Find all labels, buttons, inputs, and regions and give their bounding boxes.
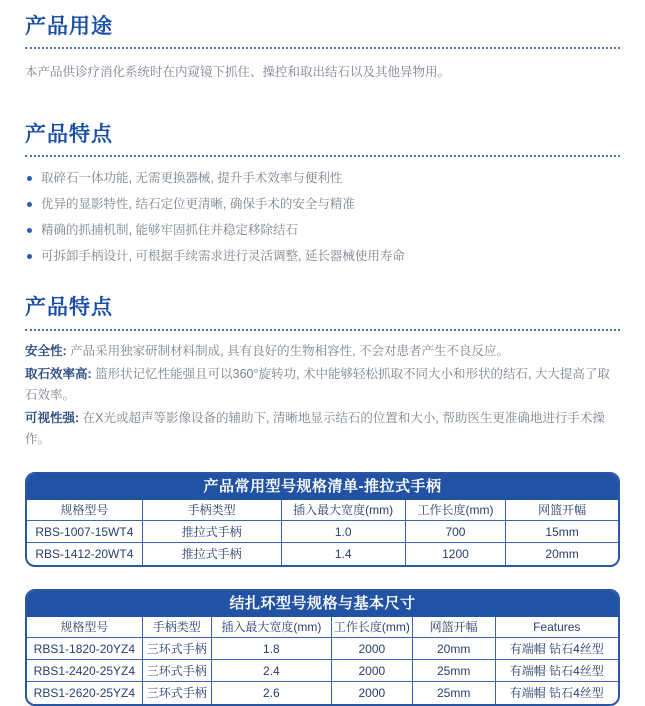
section-product-usage	[25, 14, 620, 82]
section-title-features: 产品特点	[25, 123, 113, 146]
table-cell: 2.6	[211, 682, 331, 704]
table-cell: 25mm	[412, 682, 495, 704]
column-header: 规格型号	[27, 617, 142, 638]
column-header: 网篮开幅	[412, 617, 495, 638]
table-cell: RBS1-1820-20YZ4	[27, 638, 142, 660]
table-row	[27, 543, 618, 565]
table-cell: 有端帽 钻石4丝型	[495, 638, 618, 660]
feature-text: 篮形状记忆性能强且可以360°旋转功, 术中能够轻松抓取不同大小和形状的结石, 大大提高了取石效率。	[25, 366, 610, 402]
column-header: 网篮开幅	[506, 500, 618, 521]
feature-bullet-item: 可拆卸手柄设计, 可根据手续需求进行灵活调整, 延长器械使用寿命	[25, 243, 620, 269]
feature-paragraph	[25, 408, 620, 450]
column-header: Features	[495, 617, 618, 638]
table-cell: 25mm	[412, 660, 495, 682]
table-row	[27, 682, 618, 704]
section-title-usage: 产品用途	[25, 15, 113, 38]
table-cell: 2000	[331, 638, 412, 660]
table-cell: 2.4	[211, 660, 331, 682]
feature-paragraph	[25, 364, 620, 406]
table-cell: 有端帽 钻石4丝型	[495, 682, 618, 704]
table-cell: 三环式手柄	[142, 682, 211, 704]
feature-label: 可视性强:	[25, 410, 80, 425]
table-row	[27, 638, 618, 660]
usage-paragraph: 本产品供诊疗消化系统时在内窥镜下抓住、操控和取出结石以及其他异物用。	[25, 65, 451, 80]
table-cell: 1.0	[281, 521, 405, 543]
table-cell: 1200	[405, 543, 505, 565]
table-cell: 三环式手柄	[142, 660, 211, 682]
feature-text: 产品采用独家研制材料制成, 具有良好的生物相容性, 不会对患者产生不良反应。	[66, 343, 510, 358]
section-title-features-detail: 产品特点	[25, 296, 113, 320]
table-cell: 推拉式手柄	[142, 521, 281, 543]
feature-bullet-item: 精确的抓捕机制, 能够牢固抓住并稳定移除结石	[25, 217, 620, 243]
feature-text: 在X光或超声等影像设备的辅助下, 清晰地显示结石的位置和大小, 帮助医生更准确地进行手术操作。	[25, 410, 605, 446]
table-title-pull-handle: 产品常用型号规格清单-推拉式手柄	[27, 474, 618, 500]
table-cell: 20mm	[412, 638, 495, 660]
column-header: 手柄类型	[142, 617, 211, 638]
ligation-ring-table	[27, 617, 618, 704]
feature-paragraph	[25, 341, 620, 362]
spec-table-ligation-ring	[25, 589, 620, 706]
spec-table-pull-handle	[25, 472, 620, 567]
table-header-row	[27, 500, 618, 521]
table-cell: 2000	[331, 682, 412, 704]
table-cell: RBS-1007-15WT4	[27, 521, 142, 543]
table-cell: 15mm	[506, 521, 618, 543]
table-cell: 700	[405, 521, 505, 543]
section-product-features-detail	[25, 295, 620, 449]
column-header: 插入最大宽度(mm)	[211, 617, 331, 638]
table-cell: RBS1-2620-25YZ4	[27, 682, 142, 704]
column-header: 手柄类型	[142, 500, 281, 521]
table-header-row	[27, 617, 618, 638]
table-cell: 20mm	[506, 543, 618, 565]
dotted-divider	[25, 155, 620, 157]
table-cell: 1.8	[211, 638, 331, 660]
table-cell: 2000	[331, 660, 412, 682]
table-cell: 有端帽 钻石4丝型	[495, 660, 618, 682]
column-header: 工作长度(mm)	[331, 617, 412, 638]
table-cell: RBS-1412-20WT4	[27, 543, 142, 565]
dotted-divider	[25, 329, 620, 331]
feature-bullet-item: 优异的显影特性, 结石定位更清晰, 确保手术的安全与精准	[25, 191, 620, 217]
feature-label: 安全性:	[25, 343, 67, 358]
table-row	[27, 521, 618, 543]
section-product-features-bullets	[25, 122, 620, 269]
column-header: 插入最大宽度(mm)	[281, 500, 405, 521]
table-cell: 推拉式手柄	[142, 543, 281, 565]
feature-label: 取石效率高:	[25, 366, 92, 381]
feature-bullet-list	[25, 165, 620, 269]
feature-paragraph-list	[25, 341, 620, 450]
table-cell: RBS1-2420-25YZ4	[27, 660, 142, 682]
table-title-ligation-ring: 结扎环型号规格与基本尺寸	[27, 591, 618, 617]
feature-bullet-item: 取碎石一体功能, 无需更换器械, 提升手术效率与便利性	[25, 165, 620, 191]
table-cell: 1.4	[281, 543, 405, 565]
dotted-divider	[25, 47, 620, 49]
column-header: 工作长度(mm)	[405, 500, 505, 521]
table-row	[27, 660, 618, 682]
column-header: 规格型号	[27, 500, 142, 521]
table-cell: 三环式手柄	[142, 638, 211, 660]
pull-handle-table	[27, 500, 618, 565]
